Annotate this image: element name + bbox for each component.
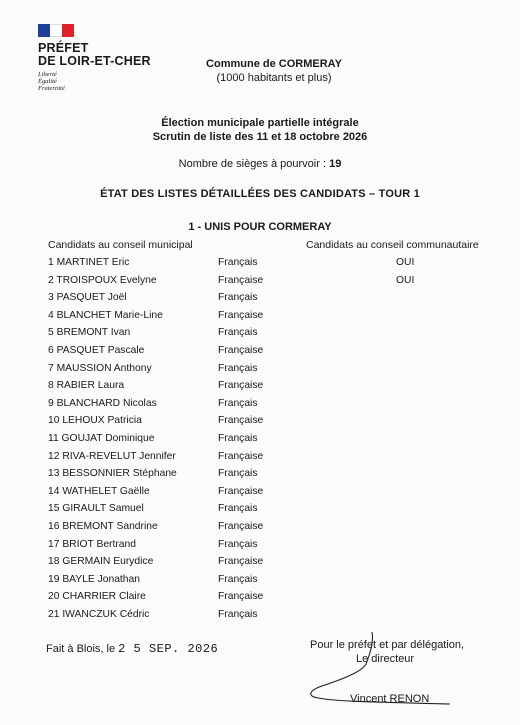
candidate-row <box>48 432 478 450</box>
candidate-row <box>48 608 478 626</box>
election-dates: Scrutin de liste des 11 et 18 octobre 2026 <box>152 131 368 143</box>
candidate-nationality: Français <box>218 257 258 268</box>
candidate-row <box>48 344 478 362</box>
candidate-name: 2 TROISPOUX Evelyne <box>48 274 157 286</box>
candidate-nationality: Française <box>218 380 264 392</box>
candidate-row <box>48 520 478 538</box>
candidate-name: 20 CHARRIER Claire <box>48 591 146 603</box>
candidate-name: 15 GIRAULT Samuel <box>48 503 144 515</box>
candidate-row <box>48 274 478 292</box>
candidate-nationality: Français <box>218 608 258 620</box>
candidate-nationality: Français <box>218 327 258 339</box>
candidate-name: 1 MARTINET Eric <box>48 257 130 268</box>
prefecture-logo <box>38 24 151 92</box>
candidate-row <box>48 291 478 309</box>
candidate-name: 8 RABIER Laura <box>48 380 125 392</box>
candidate-row <box>48 362 478 380</box>
candidate-nationality: Français <box>218 362 258 374</box>
candidate-name: 9 BLANCHARD Nicolas <box>48 397 157 409</box>
candidate-nationality: Français <box>218 573 258 585</box>
candidate-nationality: Française <box>218 520 264 532</box>
candidate-row <box>48 590 478 608</box>
column-header-communautaire: Candidats au conseil communautaire <box>306 239 479 251</box>
candidate-nationality: Française <box>218 309 264 321</box>
candidate-row <box>48 502 478 520</box>
candidate-name: 3 PASQUET Joël <box>48 292 127 304</box>
signature-place-date <box>46 642 218 656</box>
candidate-name: 19 BAYLE Jonathan <box>48 573 140 585</box>
candidate-row <box>48 573 478 591</box>
candidate-nationality: Française <box>218 450 264 462</box>
candidate-name: 11 GOUJAT Dominique <box>48 432 155 444</box>
election-title: Élection municipale partielle intégrale <box>161 117 359 129</box>
signer-role: Le directeur <box>356 653 415 665</box>
candidate-row <box>48 397 478 415</box>
seats-label: Nombre de sièges à pourvoir : <box>178 158 330 170</box>
candidate-nationality: Française <box>218 556 264 568</box>
candidate-row <box>48 379 478 397</box>
seats-value: 19 <box>329 158 342 170</box>
candidate-name: 17 BRIOT Bertrand <box>48 538 136 550</box>
candidate-nationality: Française <box>218 344 264 356</box>
candidate-nationality: Français <box>218 538 258 550</box>
commune-size: (1000 habitants et plus) <box>216 72 332 84</box>
candidate-nationality: Française <box>218 591 264 603</box>
candidate-row <box>48 309 478 327</box>
candidate-nationality: Français <box>218 468 258 480</box>
french-flag-icon <box>38 24 74 37</box>
etat-title: ÉTAT DES LISTES DÉTAILLÉES DES CANDIDATS – TOUR 1 <box>100 188 420 200</box>
seats-line <box>130 158 390 170</box>
candidate-nationality: Française <box>218 415 264 427</box>
republic-motto: Liberté Égalité Fraternité <box>38 71 65 92</box>
candidate-nationality: Français <box>218 292 258 304</box>
commune-heading <box>200 57 348 85</box>
candidate-name: 7 MAUSSION Anthony <box>48 362 152 374</box>
candidate-row <box>48 414 478 432</box>
candidate-nationality: Français <box>218 503 258 515</box>
candidate-nationality: Français <box>218 432 258 444</box>
delegation-text: Pour le préfet et par délégation, <box>310 639 465 651</box>
prefet-title: PRÉFET DE LOIR-ET-CHER <box>38 41 151 68</box>
list-name: 1 - UNIS POUR CORMERAY <box>188 221 332 233</box>
candidate-row <box>48 450 478 468</box>
column-header-municipal: Candidats au conseil municipal <box>48 239 193 251</box>
candidate-name: 4 BLANCHET Marie-Line <box>48 309 163 321</box>
candidate-nationality: Française <box>218 274 264 286</box>
candidate-name: 5 BREMONT Ivan <box>48 327 131 339</box>
candidate-name: 13 BESSONNIER Stéphane <box>48 468 177 480</box>
candidate-name: 10 LEHOUX Patricia <box>48 415 142 427</box>
candidate-nationality: Française <box>218 485 264 497</box>
candidate-nationality: Français <box>218 397 258 409</box>
fait-a-label: Fait à Blois, le <box>46 643 119 655</box>
candidate-row <box>48 538 478 556</box>
election-heading <box>110 116 410 144</box>
candidate-communautaire: OUI <box>396 274 415 286</box>
candidate-communautaire: OUI <box>396 257 415 268</box>
candidate-name: 18 GERMAIN Eurydice <box>48 556 154 568</box>
date-stamp: 2 5 SEP. 2026 <box>118 642 219 656</box>
candidate-name: 21 IWANCZUK Cédric <box>48 608 150 620</box>
candidate-name: 12 RIVA-REVELUT Jennifer <box>48 450 176 462</box>
commune-name: Commune de CORMERAY <box>206 58 342 70</box>
candidate-row <box>48 256 478 274</box>
candidate-row <box>48 326 478 344</box>
candidate-name: 14 WATHELET Gaëlle <box>48 485 150 497</box>
signer-name: Vincent RENON <box>350 693 430 705</box>
candidate-name: 16 BREMONT Sandrine <box>48 520 158 532</box>
candidate-list <box>48 256 478 625</box>
candidate-row <box>48 485 478 503</box>
candidate-row <box>48 467 478 485</box>
candidate-row <box>48 555 478 573</box>
candidate-name: 6 PASQUET Pascale <box>48 344 145 356</box>
